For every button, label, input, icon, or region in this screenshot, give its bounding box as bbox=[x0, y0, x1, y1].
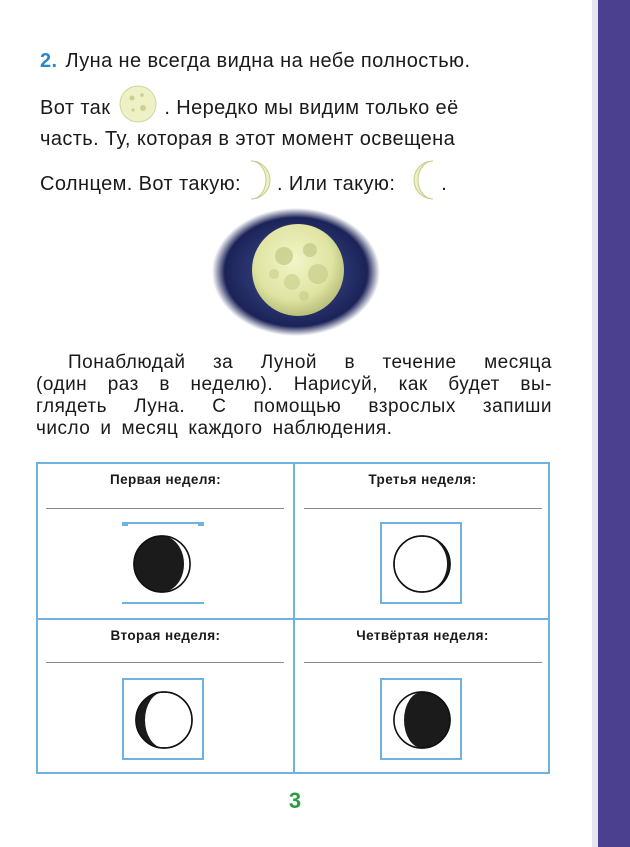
fourth-week-label: Четвёртая неделя: bbox=[356, 628, 489, 643]
task-text-2a: Вот так bbox=[40, 96, 111, 119]
second-week-date-line[interactable] bbox=[46, 662, 284, 663]
moon-phase-icon bbox=[132, 688, 196, 752]
instruction-word: Луна. bbox=[134, 396, 186, 417]
third-week-date-line[interactable] bbox=[304, 508, 542, 509]
task-text-4a: Солнцем. Вот такую: bbox=[40, 172, 241, 195]
waxing-crescent-icon bbox=[245, 158, 275, 209]
instruction-word: запиши bbox=[482, 396, 552, 417]
instruction-row bbox=[36, 418, 552, 440]
instruction-word: в bbox=[344, 352, 356, 373]
task-line-1 bbox=[40, 48, 550, 74]
instruction-word: Луной bbox=[260, 352, 318, 373]
instruction-word: глядеть bbox=[36, 396, 108, 417]
instruction-word: С bbox=[212, 396, 227, 417]
task-text-1: Луна не всегда видна на небе полностью. bbox=[65, 50, 471, 72]
instruction-word: как bbox=[398, 374, 428, 395]
page-side-band bbox=[598, 0, 630, 847]
instruction-word: помощью bbox=[253, 396, 342, 417]
fourth-week-date-line[interactable] bbox=[304, 662, 542, 663]
task-line-3 bbox=[40, 126, 550, 152]
instruction-word: (один bbox=[36, 374, 88, 395]
instruction-word: взрослых bbox=[368, 396, 456, 417]
instruction-word: Понаблюдай bbox=[68, 352, 186, 373]
task-text-2b: . Нередко мы видим только её bbox=[164, 96, 459, 119]
instruction-word: наблюдения. bbox=[272, 418, 393, 439]
moon-phase-icon bbox=[390, 688, 454, 752]
instruction-word: раз bbox=[107, 374, 139, 395]
instruction-word: месяца bbox=[484, 352, 552, 373]
instruction-word: каждого bbox=[188, 418, 263, 439]
moon-phase-icon bbox=[130, 532, 194, 596]
instruction-word: число bbox=[36, 418, 91, 439]
task-line-2 bbox=[40, 84, 550, 131]
instruction-row bbox=[36, 374, 552, 396]
instruction-word: месяц bbox=[121, 418, 179, 439]
instruction-word: в bbox=[159, 374, 170, 395]
observation-grid bbox=[36, 462, 550, 774]
instruction-word: за bbox=[212, 352, 234, 373]
first-week-label: Первая неделя: bbox=[109, 472, 221, 487]
full-moon-photo bbox=[212, 208, 380, 336]
waning-crescent-icon bbox=[405, 158, 439, 209]
moon-phase-icon bbox=[390, 532, 454, 596]
instruction-paragraph bbox=[36, 352, 552, 440]
first-week-date-line[interactable] bbox=[46, 508, 284, 509]
task-text-4b: . Или такую: bbox=[277, 172, 396, 195]
page-number: 3 bbox=[288, 788, 302, 813]
grid-divider-horizontal bbox=[38, 618, 548, 620]
third-week-label: Третья неделя: bbox=[368, 472, 477, 487]
second-week-label: Вторая неделя: bbox=[110, 628, 221, 643]
third-week-moon-box[interactable] bbox=[380, 522, 462, 604]
instruction-word: неделю). bbox=[190, 374, 274, 395]
second-week-moon-box[interactable] bbox=[122, 678, 204, 760]
instruction-row bbox=[36, 396, 552, 418]
fourth-week-moon-box[interactable] bbox=[380, 678, 462, 760]
instruction-row bbox=[36, 352, 552, 374]
instruction-word: течение bbox=[382, 352, 457, 373]
instruction-word: Нарисуй, bbox=[293, 374, 379, 395]
task-text-3: часть. Ту, которая в этот момент освещена bbox=[40, 128, 456, 150]
task-line-4 bbox=[40, 158, 550, 209]
instruction-word: вы- bbox=[520, 374, 552, 395]
full-moon-small-icon bbox=[116, 84, 160, 131]
first-week-moon-box[interactable] bbox=[122, 522, 204, 604]
task-text-4c: . bbox=[441, 172, 448, 195]
instruction-word: будет bbox=[448, 374, 500, 395]
task-number: 2. bbox=[40, 50, 58, 72]
instruction-word: и bbox=[100, 418, 112, 439]
